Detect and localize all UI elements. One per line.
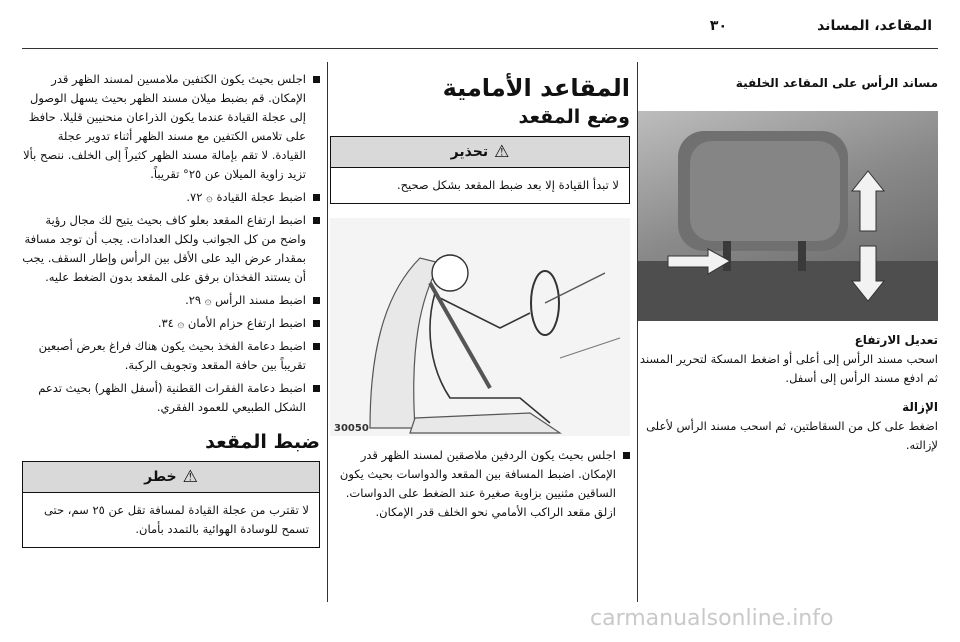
removal-text: اضغط على كل من السقاطتين، ثم اسحب مسند الرأس لأعلى لإزالته. (646, 419, 938, 452)
page-number: ٣٠ (709, 18, 727, 34)
seat-position-heading: وضع المقعد (518, 106, 630, 128)
rear-headrest-photo (638, 111, 938, 321)
middle-bullet-list (330, 446, 630, 522)
warning-triangle-icon: ⚠ (182, 466, 198, 487)
height-adjust-title: تعديل الارتفاع (854, 333, 938, 347)
height-adjust-text: اسحب مسند الرأس إلى أعلى أو اضغط المسكة لتحرير المسند ثم ادفع مسند الرأس إلى أسفل. (639, 352, 938, 385)
right-column (638, 60, 938, 612)
column-divider (327, 62, 328, 602)
list-item: اضبط ارتفاع المقعد بعلو كاف بحيث يتيح لك مجال رؤية واضح من كل الجوانب ولكل العدادات. يجب أن توجد مسافة بمقدار عرض اليد على الأقل بين الرأس وإطار السقف. يجب أن يستند الفخذان برفق على المقعد بدون الضغط عليه. (22, 211, 320, 287)
illustration-code: 30050 (334, 423, 369, 434)
page-header (28, 14, 932, 42)
danger-header (23, 462, 319, 493)
list-item: اضبط دعامة الفقرات القطنية (أسفل الظهر) بحيث تدعم الشكل الطبيعي للعمود الفقري. (22, 379, 320, 417)
middle-column (330, 60, 630, 612)
warning-text: لا تبدأ القيادة إلا بعد ضبط المقعد بشكل صحيح. (396, 178, 619, 192)
list-item: اضبط ارتفاع حزام الأمان ۞ ٣٤. (22, 314, 320, 333)
removal-title: الإزالة (902, 400, 938, 414)
seat-adjust-heading: ضبط المقعد (205, 431, 320, 453)
warning-title: تحذير (450, 144, 489, 160)
warning-header (331, 137, 629, 168)
left-bullet-list (22, 70, 320, 417)
rear-headrest-title: مساند الرأس على المقاعد الخلفية (735, 76, 938, 90)
front-seats-heading: المقاعد الأمامية (442, 74, 630, 102)
list-item: اجلس بحيث يكون الردفين ملاصقين لمسند الظهر قدر الإمكان. اضبط المسافة بين المقعد والدواسات بحيث يكون الساقين مثنيين بزاوية صغيرة عند الضغط على الدواسات. ازلق مقعد الراكب الأمامي نحو الخلف قدر الإمكان. (330, 446, 630, 522)
warning-box (330, 136, 630, 204)
page-header-title: المقاعد، المساند (817, 18, 932, 34)
list-item: اضبط مسند الرأس ۞ ٢٩. (22, 291, 320, 310)
list-item: اجلس بحيث يكون الكتفين ملامسين لمسند الظهر قدر الإمكان. قم بضبط ميلان مسند الظهر بحيث يسهل الوصول إلى عجلة القيادة عندما يكون الذراعان منحنيين قليلا. حافظ على تلامس الكتفين مع مسند الظهر أثناء تدوير عجلة القيادة. لا تقم بإمالة مسند الظهر كثيراً إلى الخلف. ننصح بألا تزيد زاوية الميلان عن ٢٥° تقريباً. (22, 70, 320, 184)
driver-seating-illustration (330, 218, 630, 436)
list-item: اضبط دعامة الفخذ بحيث يكون هناك فراغ بعرض أصبعين تقريباً بين حافة المقعد وتجويف الركبة. (22, 337, 320, 375)
left-column (22, 60, 320, 612)
danger-title: خطر (144, 469, 177, 485)
list-item: اضبط عجلة القيادة ۞ ٧٢. (22, 188, 320, 207)
watermark: carmanualsonline.info (590, 606, 834, 631)
danger-text: لا تقترب من عجلة القيادة لمسافة تقل عن ٢٥ سم، حتى تسمح للوسادة الهوائية بالتمدد بأمان. (43, 503, 309, 536)
warning-triangle-icon: ⚠ (494, 141, 510, 162)
danger-box (22, 461, 320, 548)
header-divider (22, 48, 938, 49)
